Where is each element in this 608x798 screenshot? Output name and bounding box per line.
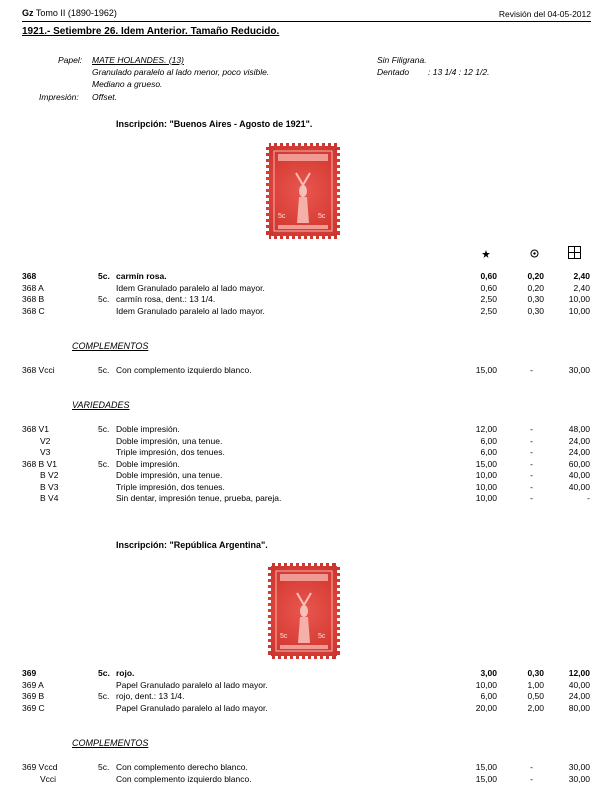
header-rule (22, 21, 591, 22)
description: rojo, dent.: 13 1/4. (116, 691, 185, 701)
price-mint: 15,00 (475, 773, 497, 784)
price-mint: 15,00 (475, 458, 497, 469)
description: carmín rosa. (116, 271, 167, 281)
description: Papel Granulado paralelo al lado mayor. (116, 702, 268, 713)
price-mint: 10,00 (475, 679, 497, 690)
catalog-number: 369 (22, 668, 37, 678)
price-mint: 3,00 (480, 668, 497, 678)
catalog-number: Vcci (40, 773, 57, 784)
price-used: - (530, 435, 533, 446)
price-block: 24,00 (568, 691, 590, 701)
table-row (0, 762, 608, 773)
price-mint: 2,50 (480, 294, 497, 304)
price-block: 2,40 (573, 282, 590, 293)
stamp-2-value-right: 5c (318, 633, 326, 640)
price-used: - (530, 762, 533, 772)
price-mint: 12,00 (475, 424, 497, 434)
description: Doble impresión. (116, 458, 180, 469)
price-used: - (530, 493, 533, 503)
description: carmín rosa, dent.: 13 1/4. (116, 294, 216, 304)
price-block: 48,00 (568, 424, 590, 434)
price-block: 30,00 (568, 773, 590, 784)
price-block: 30,00 (568, 762, 590, 772)
catalog-number: 368 C (22, 305, 45, 316)
face-value: 5c. (98, 458, 110, 469)
price-block: 40,00 (568, 679, 590, 690)
header-left (22, 9, 117, 18)
price-mint: 0,60 (480, 282, 497, 293)
table-row (0, 459, 608, 470)
price-block: 40,00 (568, 470, 590, 480)
price-mint: 10,00 (475, 493, 497, 503)
price-used: - (530, 447, 533, 457)
header-revision: Revisión del 04-05-2012 (498, 9, 591, 19)
face-value: 5c. (98, 294, 110, 304)
impresion-value: Offset. (92, 92, 118, 102)
description: Con complemento derecho blanco. (116, 762, 248, 772)
price-used: 0,30 (527, 668, 544, 678)
description: Doble impresión, una tenue. (116, 470, 223, 480)
price-used: 1,00 (527, 679, 544, 690)
dentado-label: Dentado (377, 67, 410, 77)
catalog-number: 369 B (22, 691, 45, 701)
price-used: - (530, 458, 533, 469)
description: Triple impresión, dos tenues. (116, 481, 225, 492)
description: Idem Granulado paralelo al lado mayor. (116, 282, 265, 293)
catalog-number: V2 (40, 435, 51, 446)
stamp-1-value-right: 5c (318, 213, 326, 220)
description: rojo. (116, 668, 135, 678)
description: Sin dentar, impresión tenue, prueba, pareja. (116, 493, 282, 503)
filigrana: Sin Filigrana. (377, 55, 427, 65)
header-gz: Gz (22, 8, 34, 18)
description: Doble impresión. (116, 424, 180, 434)
price-mint: 10,00 (475, 481, 497, 492)
price-used: - (530, 481, 533, 492)
price-block: 60,00 (568, 458, 590, 469)
page-title: 1921.- Setiembre 26. Idem Anterior. Tamaño Reducido. (22, 26, 280, 37)
face-value: 5c. (98, 691, 110, 701)
price-mint: 6,00 (480, 691, 497, 701)
face-value: 5c. (98, 762, 110, 772)
table-row (0, 306, 608, 317)
table-row (0, 294, 608, 305)
description: Doble impresión, una tenue. (116, 435, 223, 446)
header-tomo: Tomo II (1890-1962) (35, 8, 117, 18)
price-used: - (530, 365, 533, 375)
price-used: 2,00 (527, 702, 544, 713)
papel-value: MATE HOLANDES. (13) (92, 55, 184, 65)
description: Con complemento izquierdo blanco. (116, 773, 252, 784)
face-value: 5c. (98, 365, 110, 375)
price-used: 0,20 (527, 282, 544, 293)
table-row (0, 271, 608, 282)
grid-square-icon (568, 246, 581, 259)
catalog-number: 368 V1 (22, 424, 49, 434)
table-row (0, 493, 608, 504)
price-mint: 20,00 (475, 702, 497, 713)
catalog-number: B V3 (40, 481, 59, 492)
face-value: 5c. (98, 424, 110, 434)
price-mint: 10,00 (475, 470, 497, 480)
catalog-number: 368 B (22, 294, 45, 304)
price-block: - (587, 493, 590, 503)
price-block: 12,00 (568, 668, 590, 678)
table-row (0, 424, 608, 435)
table-row (0, 703, 608, 714)
price-used: 0,30 (527, 305, 544, 316)
table-row (0, 482, 608, 493)
circle-dot-icon (530, 249, 539, 258)
papel-label: Papel: (58, 55, 83, 65)
catalog-number: 369 C (22, 702, 45, 713)
price-mint: 15,00 (475, 762, 497, 772)
price-mint: 6,00 (480, 447, 497, 457)
table-row (0, 691, 608, 702)
face-value: 5c. (98, 668, 110, 678)
price-block: 24,00 (568, 435, 590, 446)
price-used: 0,20 (527, 271, 544, 281)
variedades-title: VARIEDADES (72, 400, 130, 410)
table-row (0, 365, 608, 376)
catalog-number: V3 (40, 447, 51, 457)
catalog-number: 368 B V1 (22, 458, 57, 469)
catalog-number: B V4 (40, 493, 59, 503)
description: Idem Granulado paralelo al lado mayor. (116, 305, 265, 316)
catalog-number: 368 Vcci (22, 365, 55, 375)
stamp-1-value: 5c (278, 213, 286, 220)
complementos-title-2: COMPLEMENTOS (72, 738, 149, 748)
catalog-number: 368 (22, 271, 37, 281)
impresion-label: Impresión: (39, 92, 79, 102)
table-row (0, 447, 608, 458)
price-mint: 2,50 (480, 305, 497, 316)
table-row (0, 470, 608, 481)
price-block: 80,00 (568, 702, 590, 713)
description: Papel Granulado paralelo al lado mayor. (116, 679, 268, 690)
catalog-number: 369 Vccd (22, 762, 58, 772)
price-used: 0,30 (527, 294, 544, 304)
stamp-2-value: 5c (280, 633, 288, 640)
star-icon (482, 250, 490, 258)
dentado-value: : 13 1/4 : 12 1/2. (428, 67, 490, 77)
inscription-2: Inscripción: "República Argentina". (116, 540, 268, 550)
price-block: 10,00 (568, 294, 590, 304)
table-row (0, 668, 608, 679)
table-row (0, 774, 608, 785)
catalog-number: B V2 (40, 470, 59, 480)
price-mint: 6,00 (480, 435, 497, 446)
price-block: 10,00 (568, 305, 590, 316)
table-row (0, 436, 608, 447)
table-row (0, 283, 608, 294)
face-value: 5c. (98, 271, 110, 281)
price-block: 30,00 (568, 365, 590, 375)
price-used: - (530, 773, 533, 784)
complementos-title-1: COMPLEMENTOS (72, 341, 149, 351)
price-mint: 15,00 (475, 365, 497, 375)
price-block: 24,00 (568, 447, 590, 457)
catalog-number: 369 A (22, 679, 44, 690)
stamp-image-1 (266, 143, 340, 239)
price-used: 0,50 (527, 691, 544, 701)
price-block: 2,40 (573, 271, 590, 281)
description: Triple impresión, dos tenues. (116, 447, 225, 457)
catalog-number: 368 A (22, 282, 44, 293)
description: Con complemento izquierdo blanco. (116, 365, 252, 375)
price-used: - (530, 424, 533, 434)
price-mint: 0,60 (480, 271, 497, 281)
table-row (0, 680, 608, 691)
price-block: 40,00 (568, 481, 590, 492)
price-used: - (530, 470, 533, 480)
papel-line2: Granulado paralelo al lado menor, poco visible. (92, 67, 270, 77)
inscription-1: Inscripción: "Buenos Aires - Agosto de 1921". (116, 119, 313, 129)
papel-line3: Mediano a grueso. (92, 79, 163, 89)
stamp-image-2 (268, 563, 340, 659)
